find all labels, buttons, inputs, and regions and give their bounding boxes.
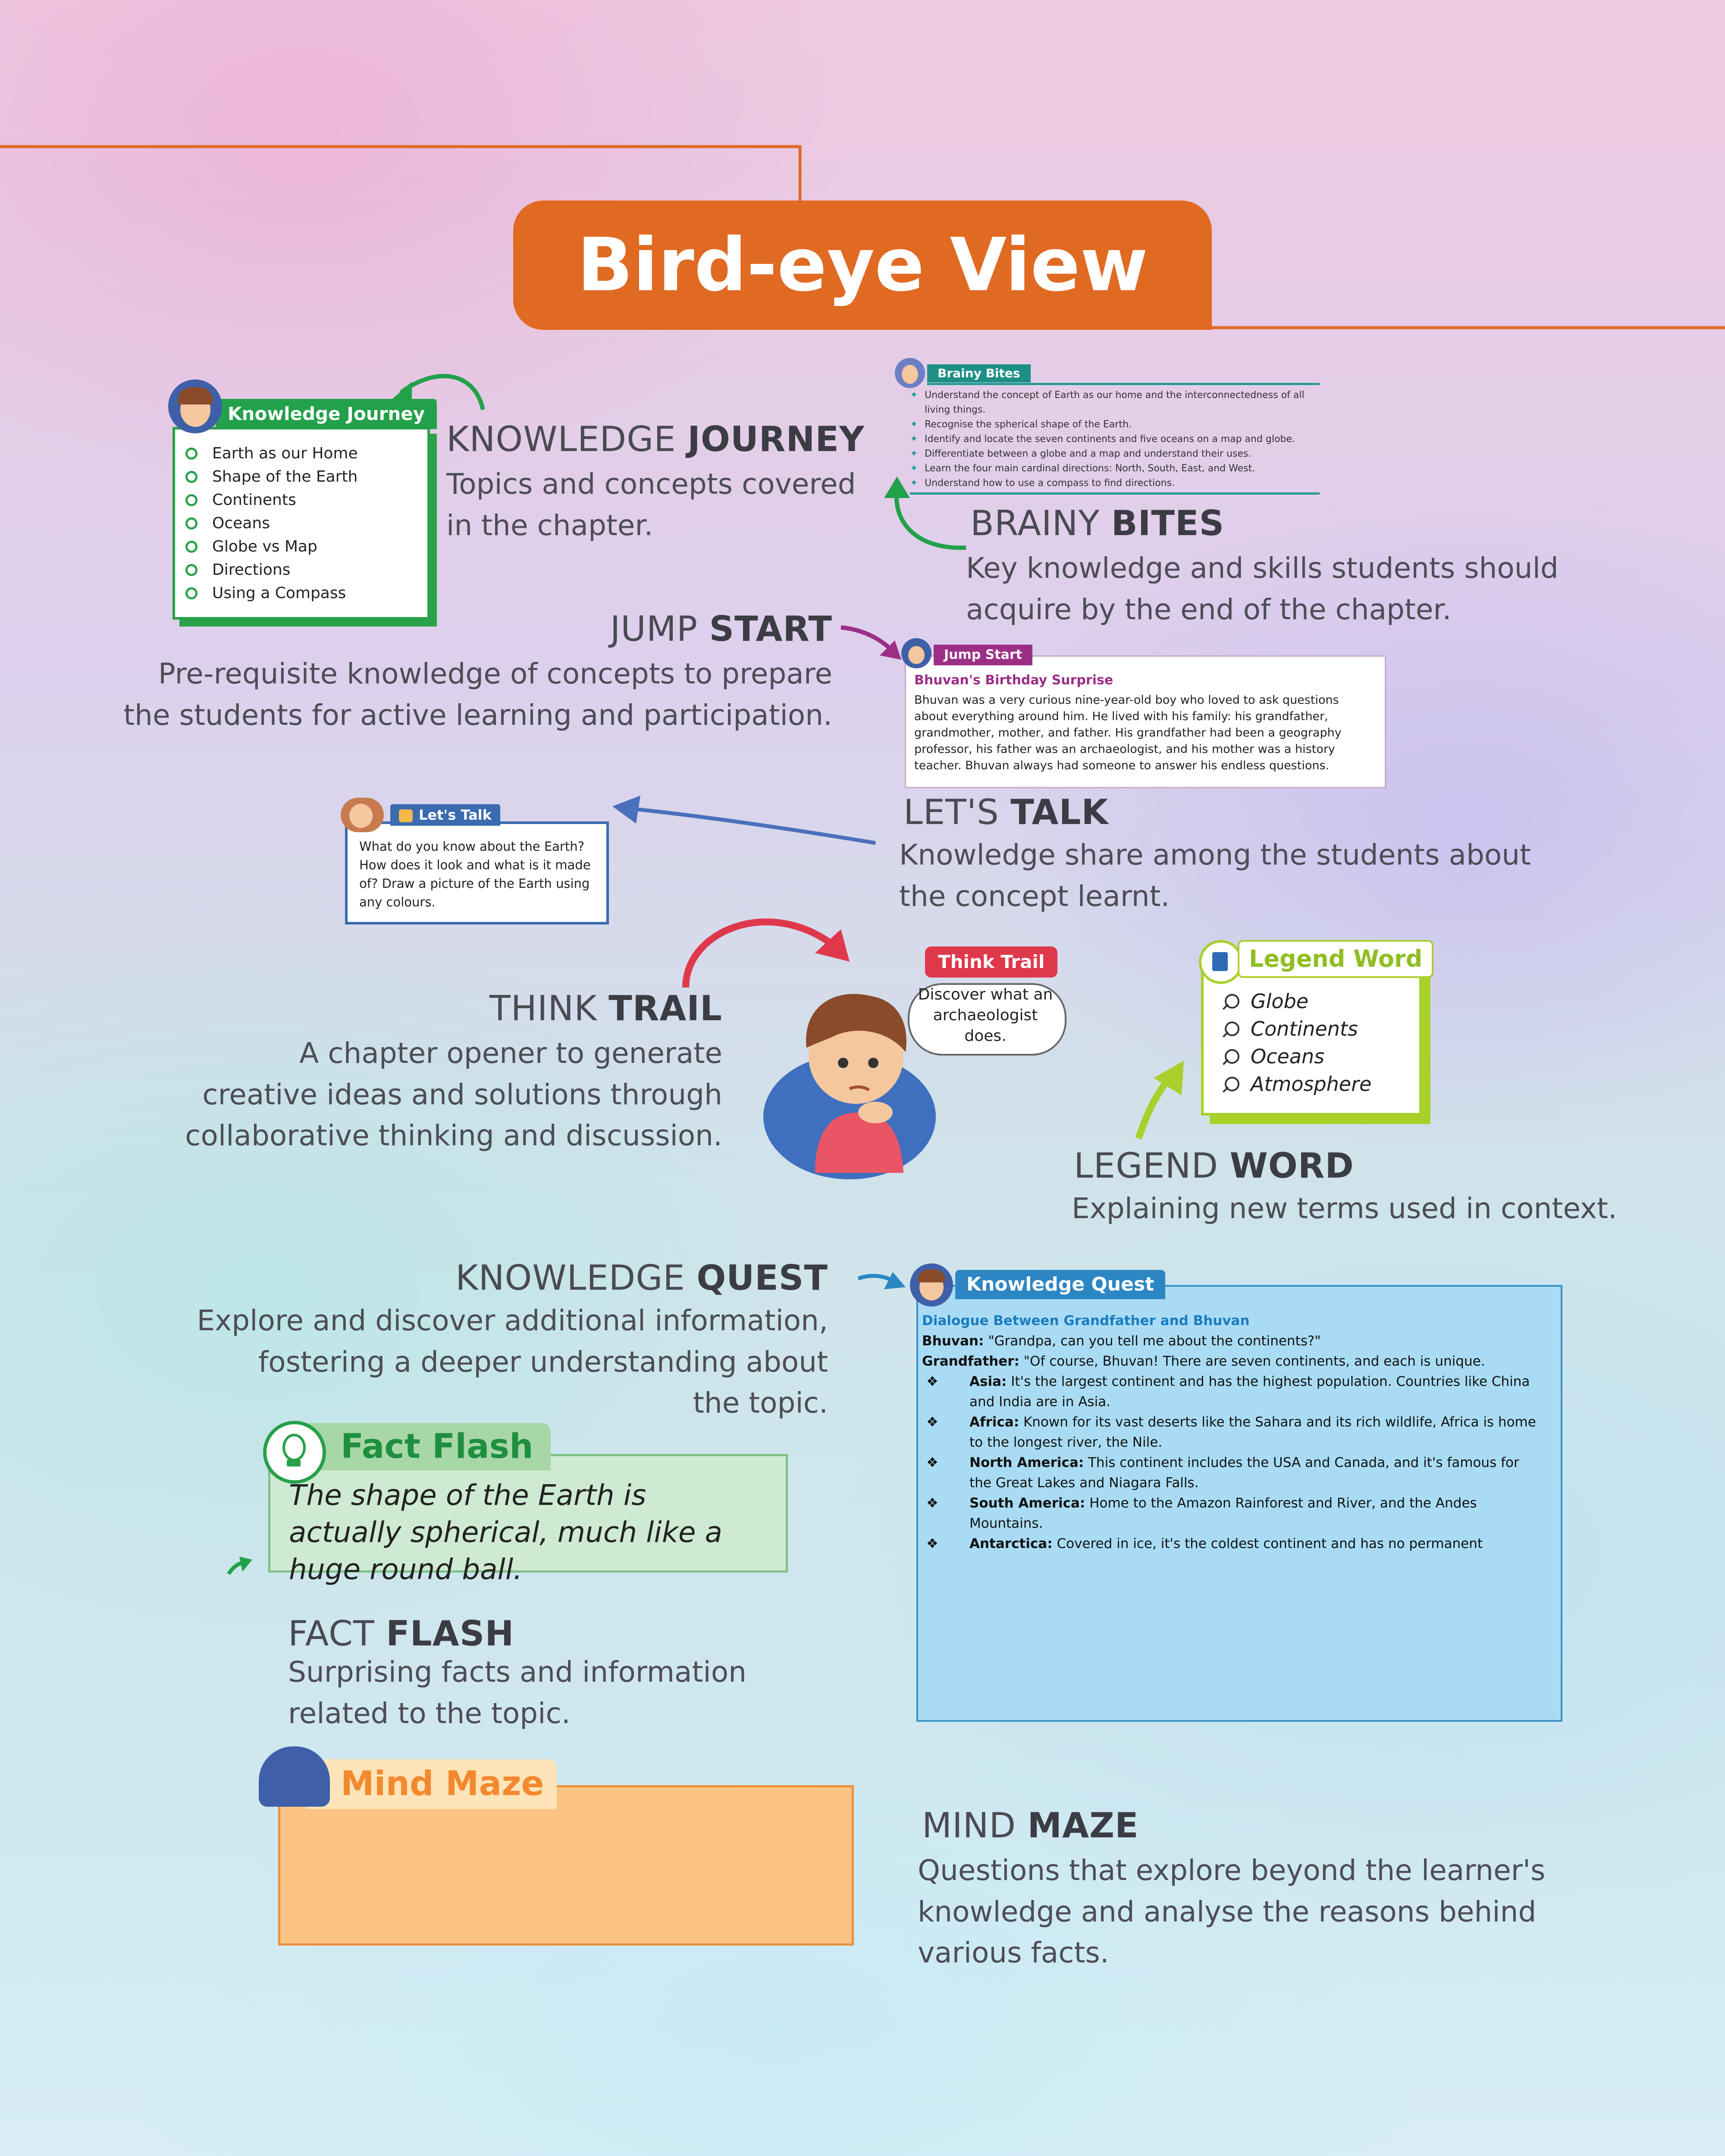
circle-bullet-icon [185,494,198,506]
lets-talk-tag: Let's Talk [390,804,500,826]
dialogue-title: Dialogue Between Grandfather and Bhuvan [922,1313,1250,1329]
knowledge-quest-desc: Explore and discover additional information, fostering a deeper understanding about the topic. [197,1304,828,1420]
circle-bullet-icon [185,564,198,576]
brainy-bites-list [910,388,1320,491]
fact-flash-tag: Fact Flash [298,1423,551,1470]
list-item: Oceans [185,512,358,535]
list-item: Continents [1225,1015,1371,1043]
star-bullet-icon: ✦ [910,419,918,430]
magnifier-icon [1225,994,1239,1009]
boy-avatar-icon [341,798,384,832]
lightbulb-icon [263,1421,326,1484]
legend-word-tag: Legend Word [1238,940,1433,978]
jump-start-tag: Jump Start [934,645,1032,665]
star-bullet-icon: ✦ [910,463,918,474]
girl-avatar-icon [895,358,925,388]
knowledge-quest-heading: KNOWLEDGE QUEST [455,1258,828,1298]
list-item: ❖ Africa: Known for its vast deserts like the Sahara and its rich wildlife, Africa is home to the longest river, the Nile. [926,1414,1536,1450]
knowledge-journey-heading: KNOWLEDGE JOURNEY [446,419,865,459]
knowledge-journey-tag: Knowledge Journey [216,399,437,429]
legend-word-list [1225,987,1371,1098]
list-item: ✦ Understand the concept of Earth as our home and the interconnectedness of all living things. [910,388,1320,417]
list-item: ✦ Understand how to use a compass to find directions. [910,476,1320,491]
title-banner [513,201,1212,330]
knowledge-quest-tag: Knowledge Quest [955,1270,1165,1299]
list-item: Globe [1225,987,1371,1015]
lets-talk-heading: LET'S TALK [903,792,1109,832]
list-item: ✦ Learn the four main cardinal directions: North, South, East, and West. [910,461,1320,476]
list-item: Using a Compass [185,582,358,605]
green-small-arrow-icon [224,1554,254,1576]
fact-flash-desc: Surprising facts and information related to the topic. [288,1655,746,1730]
brainy-bites-tag: Brainy Bites [927,364,1031,382]
star-bullet-icon: ✦ [910,448,918,459]
green-curved-arrow-icon [388,358,492,427]
jump-start-story-title: Bhuvan's Birthday Surprise [914,673,1113,688]
list-item: ❖ Antarctica: Covered in ice, it's the coldest continent and has no permanent [926,1536,1483,1551]
list-item: ✦ Identify and locate the seven continents and five oceans on a map and globe. [910,432,1320,447]
legend-word-heading: LEGEND WORD [1074,1146,1354,1186]
knowledge-journey-list [185,442,358,605]
brainy-bites-desc: Key knowledge and skills students should acquire by the end of the chapter. [966,552,1559,626]
star-bullet-icon: ✦ [910,434,918,445]
circle-bullet-icon [185,471,198,483]
mind-maze-desc: Questions that explore beyond the learner's knowledge and analyse the reasons behind various facts. [918,1854,1546,1970]
list-item: Earth as our Home [185,442,358,465]
legend-word-desc: Explaining new terms used in context. [1072,1192,1617,1225]
jump-start-story: Bhuvan was a very curious nine-year-old boy who loved to ask questions about everything around him. He lived with his family: his grandfather, grandmother, mother, and father. His grandfather had been a geography professor, his father was an archaeologist, and his mother was a history teacher. Bhuvan always had someone to answer his endless questions. [914,693,1342,772]
lime-arrow-icon [1130,1056,1190,1143]
knowledge-quest-text [922,1311,1543,1578]
think-trail-tag: Think Trail [925,946,1057,978]
knowledge-journey-desc: Topics and concepts covered in the chapter. [446,467,856,542]
fact-flash-text: The shape of the Earth is actually spherical, much like a huge round ball. [289,1479,722,1586]
think-trail-desc: A chapter opener to generate creative ideas and solutions through collaborative thinking and discussion. [185,1037,722,1153]
brain-avatar-icon [259,1746,330,1807]
list-item: ✦ Differentiate between a globe and a map and understand their uses. [910,447,1320,461]
list-item: ❖ Asia: It's the largest continent and has the highest population. Countries like China and India are in Asia. [926,1374,1530,1410]
jump-start-heading: JUMP START [610,609,832,649]
lets-talk-desc: Knowledge share among the students about the concept learnt. [899,838,1531,913]
list-item: Oceans [1225,1043,1371,1070]
star-bullet-icon: ✦ [910,478,918,489]
boy-avatar-icon [910,1263,953,1307]
star-bullet-icon: ✦ [910,390,918,401]
brainy-bites-bottom-rule [910,492,1320,495]
magnifier-icon [1225,1022,1239,1036]
magnifier-icon [1225,1077,1239,1091]
blue-arrow-icon [604,791,880,852]
list-item: Atmosphere [1225,1070,1371,1098]
list-item: Globe vs Map [185,535,358,558]
page-title: Bird-eye View [577,222,1148,308]
circle-bullet-icon [185,517,198,530]
jump-start-desc: Pre-requisite knowledge of concepts to prepare the students for active learning and participation. [123,657,832,732]
lets-talk-text: What do you know about the Earth? How does it look and what is it made of? Draw a picture of the Earth using any colours. [359,839,591,909]
boy-avatar-icon [168,379,222,433]
brainy-bites-top-rule [927,383,1320,385]
mind-maze-heading: MIND MAZE [922,1805,1139,1846]
list-item: Directions [185,558,358,582]
circle-bullet-icon [185,587,198,599]
dialogue-line: Bhuvan: "Grandpa, can you tell me about the continents?" [922,1333,1321,1349]
list-item: ✦ Recognise the spherical shape of the Earth. [910,417,1320,432]
list-item: Shape of the Earth [185,465,358,489]
list-item: ❖ North America: This continent includes the USA and Canada, and it's famous for the Great Lakes and Niagara Falls. [926,1455,1519,1491]
dialogue-line: Grandfather: "Of course, Bhuvan! There are seven continents, and each is unique. [922,1354,1485,1369]
speech-bubble-icon [399,809,413,822]
circle-bullet-icon [185,448,198,460]
boy-avatar-icon [901,638,932,668]
magnifier-icon [1225,1049,1239,1064]
fact-flash-heading: FACT FLASH [288,1614,514,1654]
brainy-bites-heading: BRAINY BITES [970,503,1225,543]
blue-small-arrow-icon [856,1266,908,1296]
circle-bullet-icon [185,541,198,553]
purple-arrow-icon [837,621,906,664]
list-item: Continents [185,489,358,512]
teal-curved-arrow-icon [875,472,970,558]
think-trail-heading: THINK TRAIL [489,988,722,1028]
mind-maze-card [278,1785,854,1946]
thought-bubble-text: Discover what an archaeologist does. [918,986,1053,1045]
book-icon [1199,940,1243,984]
list-item: ❖ South America: Home to the Amazon Rainforest and River, and the Andes Mountains. [926,1495,1477,1531]
mind-maze-tag: Mind Maze [306,1759,557,1809]
